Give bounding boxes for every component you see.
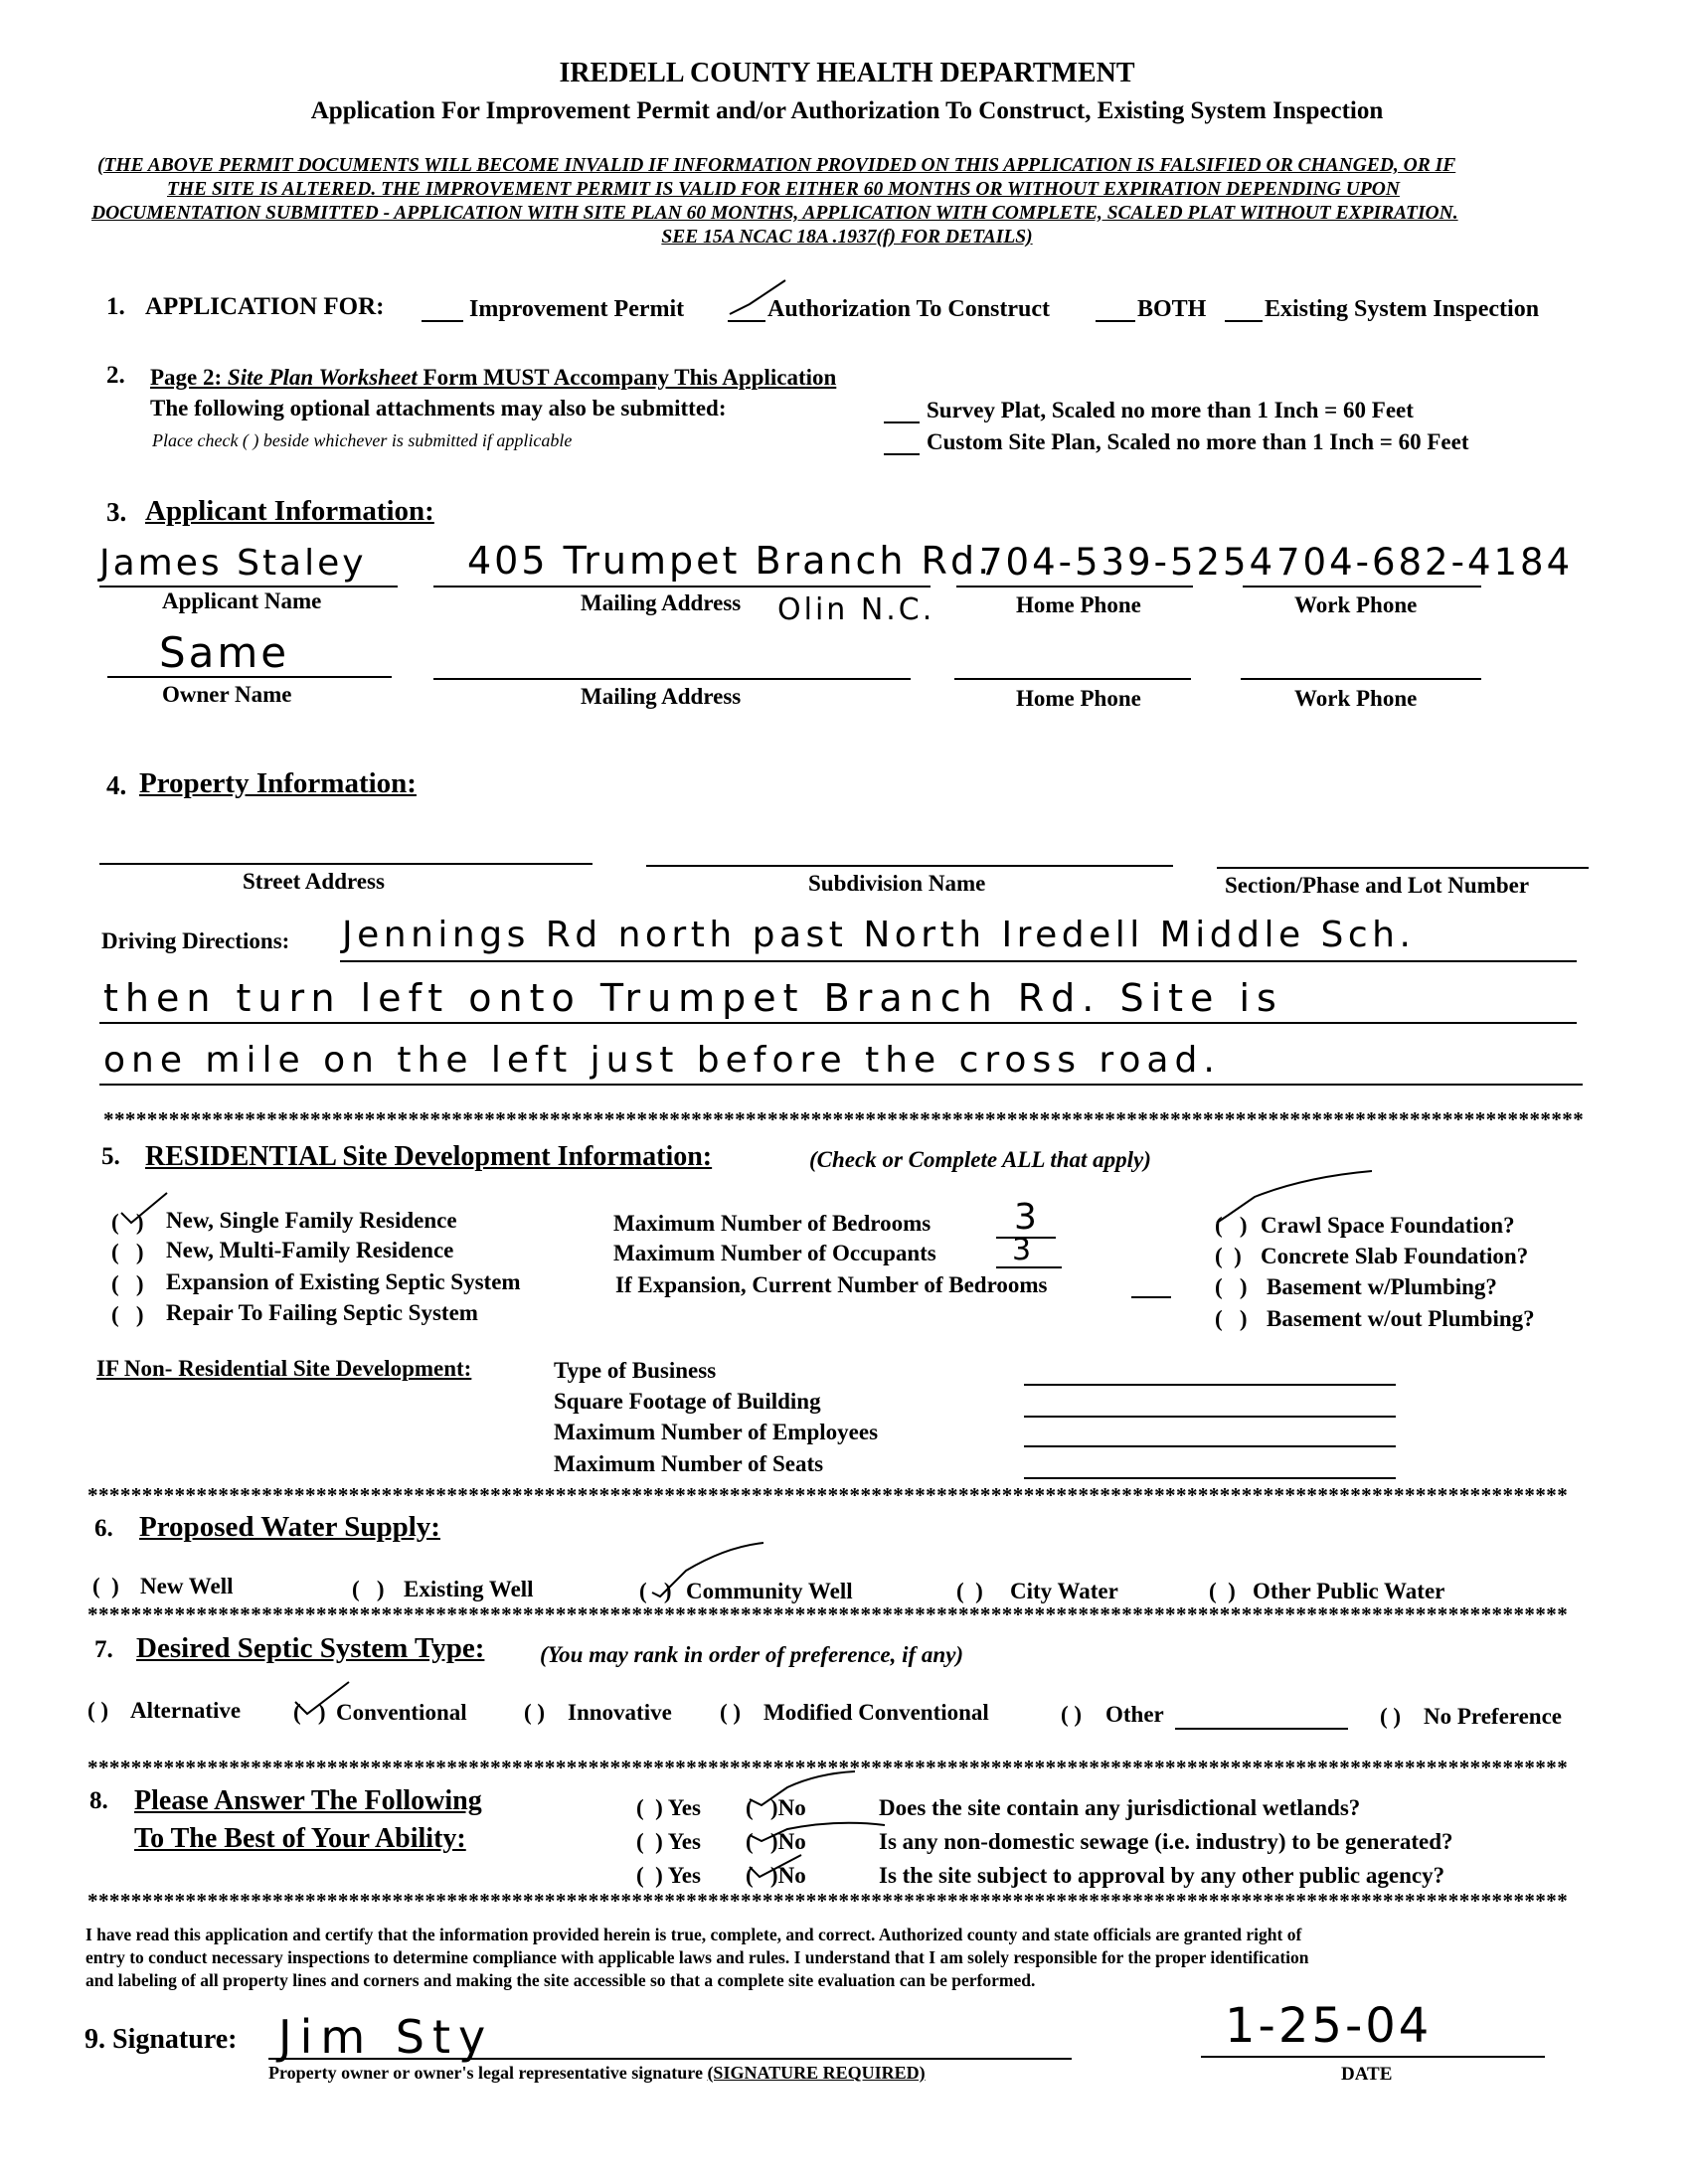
type-of-business-line[interactable] [1024, 1384, 1396, 1386]
max-occupants-value[interactable]: 3 [1012, 1233, 1035, 1267]
paren-no-preference[interactable]: ( ) [1380, 1704, 1402, 1729]
section-number: 7. [94, 1636, 113, 1663]
paren-existing-well[interactable]: ( ) [352, 1577, 385, 1601]
directions-underline-1 [340, 960, 1577, 962]
owner-name-line [107, 676, 392, 678]
checkmark-icon [748, 1815, 887, 1845]
section-lot-line[interactable] [1217, 867, 1589, 869]
site-plan-must: Form MUST Accompany This Application [417, 365, 837, 390]
owner-home-phone-label: Home Phone [1016, 686, 1141, 711]
form-title: IREDELL COUNTY HEALTH DEPARTMENT [559, 58, 1135, 88]
water-supply-title: Proposed Water Supply: [139, 1511, 440, 1543]
paren-concrete-slab[interactable]: ( ) [1215, 1244, 1242, 1268]
paren-community-well[interactable]: ( ) [639, 1579, 672, 1603]
owner-home-phone-line[interactable] [954, 678, 1191, 680]
max-occupants-line [996, 1266, 1062, 1268]
property-information-title: Property Information: [139, 767, 417, 799]
place-check-note: Place check ( ) beside whichever is submitted if applicable [152, 430, 573, 450]
directions-line-1[interactable]: Jennings Rd north past North Iredell Middle Sch. [342, 915, 1416, 955]
current-bedrooms-label: If Expansion, Current Number of Bedrooms [615, 1272, 1048, 1297]
residential-note: (Check or Complete ALL that apply) [809, 1147, 1151, 1172]
type-repair: Repair To Failing Septic System [166, 1300, 478, 1325]
foundation-basement-no-plumbing: Basement w/out Plumbing? [1267, 1306, 1535, 1331]
questions-title-line-2: To The Best of Your Ability: [134, 1823, 466, 1854]
paren-alternative[interactable]: ( ) [87, 1698, 109, 1723]
date-label: DATE [1341, 2064, 1393, 2085]
type-multi-family: New, Multi-Family Residence [166, 1238, 454, 1262]
q3-yes[interactable]: ( ) Yes [636, 1863, 701, 1888]
owner-name-label: Owner Name [162, 682, 292, 707]
section-lot-label: Section/Phase and Lot Number [1225, 873, 1530, 898]
yes-label: Yes [667, 1829, 701, 1854]
both-blank[interactable] [1096, 320, 1135, 322]
q1-yes[interactable]: ( ) Yes [636, 1795, 701, 1820]
work-phone-value[interactable]: 704-682-4184 [1276, 541, 1574, 584]
option-improvement-permit: Improvement Permit [469, 296, 685, 322]
site-plan-worksheet: Site Plan Worksheet [227, 365, 418, 390]
septic-innovative: Innovative [568, 1700, 672, 1725]
paren-modified-conventional[interactable]: ( ) [720, 1700, 742, 1725]
custom-site-plan-blank[interactable] [884, 453, 920, 455]
water-new-well: New Well [140, 1574, 234, 1598]
signature-caption [268, 2063, 926, 2084]
certification-line-3: and labeling of all property lines and corners and making the site accessible so that a complete site evaluation can be performed. [85, 1970, 1036, 1990]
option-existing-system-inspection: Existing System Inspection [1265, 296, 1540, 322]
mailing-address-label: Mailing Address [581, 590, 742, 615]
separator-stars: **************************************************************************************************************************************** [87, 1602, 1569, 1626]
water-other-public-water: Other Public Water [1253, 1579, 1445, 1603]
applicant-information-title: Applicant Information: [145, 495, 434, 527]
existing-system-blank[interactable] [1225, 320, 1263, 322]
home-phone-line [956, 586, 1193, 588]
survey-plat-blank[interactable] [884, 421, 920, 423]
max-employees-label: Maximum Number of Employees [554, 1420, 879, 1444]
directions-underline-2 [99, 1022, 1577, 1024]
no-label: No [777, 1863, 806, 1888]
no-label: No [777, 1829, 806, 1854]
type-single-family: New, Single Family Residence [166, 1208, 457, 1233]
q2-no[interactable]: ( )No [746, 1829, 806, 1854]
home-phone-label: Home Phone [1016, 592, 1141, 617]
applicant-name-value[interactable]: James Staley [99, 543, 367, 584]
section-number: 2. [106, 362, 125, 389]
mailing-address-line [433, 586, 931, 588]
separator-stars: **************************************************************************************************************************************** [87, 1889, 1569, 1913]
survey-plat-option: Survey Plat, Scaled no more than 1 Inch = 60 Feet [927, 398, 1414, 422]
option-both: BOTH [1137, 296, 1207, 322]
directions-line-2[interactable]: then turn left onto Trumpet Branch Rd. Site is [103, 976, 1283, 1020]
optional-attachments-text: The following optional attachments may also be submitted: [150, 396, 727, 420]
paren-repair[interactable]: ( ) [111, 1302, 144, 1327]
question-other-agency: Is the site subject to approval by any other public agency? [879, 1863, 1445, 1888]
square-footage-label: Square Footage of Building [554, 1389, 821, 1414]
section-number: 5. [101, 1143, 120, 1170]
foundation-basement-plumbing: Basement w/Plumbing? [1267, 1274, 1497, 1299]
checkmark-icon [748, 1769, 857, 1809]
paren-innovative[interactable]: ( ) [524, 1700, 546, 1725]
current-bedrooms-line[interactable] [1131, 1296, 1171, 1298]
foundation-concrete-slab: Concrete Slab Foundation? [1261, 1244, 1529, 1268]
section-number: 6. [94, 1515, 113, 1542]
paren-basement-no-plumbing[interactable]: ( ) [1215, 1306, 1248, 1331]
paren-crawl-space[interactable]: ( ) [1215, 1213, 1248, 1238]
residential-title: RESIDENTIAL Site Development Information: [145, 1141, 713, 1172]
date-line [1201, 2056, 1545, 2058]
applicant-name-line [99, 586, 398, 588]
water-city-water: City Water [1010, 1579, 1118, 1603]
mailing-city-value[interactable]: Olin N.C. [777, 592, 935, 627]
section-number: 8. [89, 1787, 108, 1814]
directions-line-3[interactable]: one mile on the left just before the cross road. [103, 1040, 1221, 1081]
improvement-permit-blank[interactable] [422, 320, 463, 322]
section-number: 3. [106, 497, 127, 527]
section-number: 1. [106, 293, 125, 320]
warning-line-2: THE SITE IS ALTERED. THE IMPROVEMENT PERMIT IS VALID FOR EITHER 60 MONTHS OR WITHOUT EXPIRATION DEPENDING UPON [167, 179, 1400, 200]
owner-work-phone-line[interactable] [1241, 678, 1481, 680]
max-bedrooms-label: Maximum Number of Bedrooms [613, 1211, 932, 1236]
owner-name-value[interactable]: Same [159, 628, 290, 677]
paren-single-family[interactable]: ( ) [111, 1210, 144, 1235]
street-address-line[interactable] [99, 863, 593, 865]
septic-no-preference: No Preference [1424, 1704, 1562, 1729]
question-wetlands: Does the site contain any jurisdictional wetlands? [879, 1795, 1361, 1820]
signature-required: (SIGNATURE REQUIRED) [707, 2063, 926, 2083]
signature-caption-text: Property owner or owner's legal representative signature [268, 2063, 708, 2083]
max-seats-line[interactable] [1024, 1477, 1396, 1479]
no-label: No [777, 1795, 806, 1820]
owner-mailing-line[interactable] [433, 678, 911, 680]
applicant-name-label: Applicant Name [162, 588, 322, 613]
q3-no[interactable]: ( )No [746, 1863, 806, 1888]
square-footage-line[interactable] [1024, 1416, 1396, 1418]
paren-basement-plumbing[interactable]: ( ) [1215, 1274, 1248, 1299]
application-for-label: APPLICATION FOR: [145, 293, 385, 320]
water-existing-well: Existing Well [404, 1577, 534, 1601]
type-expansion: Expansion of Existing Septic System [166, 1269, 521, 1294]
work-phone-line [1243, 586, 1481, 588]
directions-underline-3 [99, 1084, 1583, 1086]
mailing-address-value[interactable]: 405 Trumpet Branch Rd. [467, 539, 993, 583]
certification-line-2: entry to conduct necessary inspections to determine compliance with applicable laws and rules. I understand that I am solely responsible for the proper identification [85, 1947, 1309, 1967]
paren-new-well[interactable]: ( ) [92, 1574, 119, 1598]
septic-other: Other [1105, 1702, 1164, 1727]
date-value[interactable]: 1-25-04 [1225, 1998, 1433, 2054]
septic-conventional: Conventional [336, 1700, 467, 1725]
home-phone-value[interactable]: 704-539-5254 [979, 541, 1276, 584]
street-address-label: Street Address [243, 869, 385, 894]
separator-stars: **************************************************************************************************************************************** [103, 1107, 1585, 1131]
paren-conventional[interactable]: ( ) [293, 1700, 326, 1725]
max-bedrooms-value[interactable]: 3 [1014, 1197, 1040, 1238]
signature-value[interactable]: Jim Sty [278, 2010, 494, 2064]
septic-modified-conventional: Modified Conventional [763, 1700, 989, 1725]
max-employees-line[interactable] [1024, 1445, 1396, 1447]
separator-stars: **************************************************************************************************************************************** [87, 1483, 1569, 1507]
custom-site-plan-option: Custom Site Plan, Scaled no more than 1 Inch = 60 Feet [927, 429, 1469, 454]
paren-other-public-water[interactable]: ( ) [1209, 1579, 1236, 1603]
site-plan-requirement [150, 365, 836, 391]
septic-title: Desired Septic System Type: [136, 1632, 485, 1664]
subdivision-label: Subdivision Name [808, 871, 986, 896]
max-seats-label: Maximum Number of Seats [554, 1451, 824, 1476]
question-non-domestic-sewage: Is any non-domestic sewage (i.e. industry) to be generated? [879, 1829, 1453, 1854]
owner-mailing-label: Mailing Address [581, 684, 742, 709]
paren-city-water[interactable]: ( ) [956, 1579, 983, 1603]
type-of-business-label: Type of Business [554, 1358, 717, 1383]
yes-label: Yes [667, 1863, 701, 1888]
driving-directions-label: Driving Directions: [101, 928, 290, 953]
signature-label: 9. Signature: [85, 2024, 238, 2055]
subdivision-line[interactable] [646, 865, 1173, 867]
paren-expansion[interactable]: ( ) [111, 1271, 144, 1296]
water-community-well: Community Well [686, 1579, 853, 1603]
q1-no[interactable]: ( )No [746, 1795, 806, 1820]
certification-line-1: I have read this application and certify that the information provided herein is true, complete, and correct. Authorized county and state officials are granted right of [85, 1925, 1302, 1944]
separator-stars: **************************************************************************************************************************************** [87, 1756, 1569, 1779]
yes-label: Yes [667, 1795, 701, 1820]
owner-work-phone-label: Work Phone [1294, 686, 1418, 711]
paren-multi-family[interactable]: ( ) [111, 1240, 144, 1264]
septic-alternative: Alternative [130, 1698, 242, 1723]
signature-line [268, 2058, 1072, 2060]
checkmark-icon [748, 1853, 807, 1883]
work-phone-label: Work Phone [1294, 592, 1418, 617]
warning-line-4: SEE 15A NCAC 18A .1937(f) FOR DETAILS) [661, 227, 1033, 248]
option-authorization-to-construct: Authorization To Construct [767, 296, 1051, 322]
site-plan-page: Page 2: [150, 365, 228, 390]
form-subtitle: Application For Improvement Permit and/or Authorization To Construct, Existing System Inspection [310, 97, 1384, 124]
max-occupants-label: Maximum Number of Occupants [613, 1241, 936, 1265]
septic-note: (You may rank in order of preference, if any) [540, 1642, 964, 1667]
non-residential-title: IF Non- Residential Site Development: [96, 1356, 472, 1381]
warning-line-3: DOCUMENTATION SUBMITTED - APPLICATION WITH SITE PLAN 60 MONTHS, APPLICATION WITH COMPLETE, SCALED PLAT WITHOUT EXPIRATION. [91, 203, 1458, 224]
septic-other-line[interactable] [1175, 1728, 1348, 1730]
q2-yes[interactable]: ( ) Yes [636, 1829, 701, 1854]
foundation-crawl-space: Crawl Space Foundation? [1261, 1213, 1515, 1238]
paren-other[interactable]: ( ) [1061, 1702, 1083, 1727]
warning-line-1: (THE ABOVE PERMIT DOCUMENTS WILL BECOME INVALID IF INFORMATION PROVIDED ON THIS APPLICATION IS FALSIFIED OR CHANGED, OR IF [97, 155, 1456, 176]
questions-title-line-1: Please Answer The Following [134, 1785, 482, 1816]
section-number: 4. [106, 770, 127, 800]
